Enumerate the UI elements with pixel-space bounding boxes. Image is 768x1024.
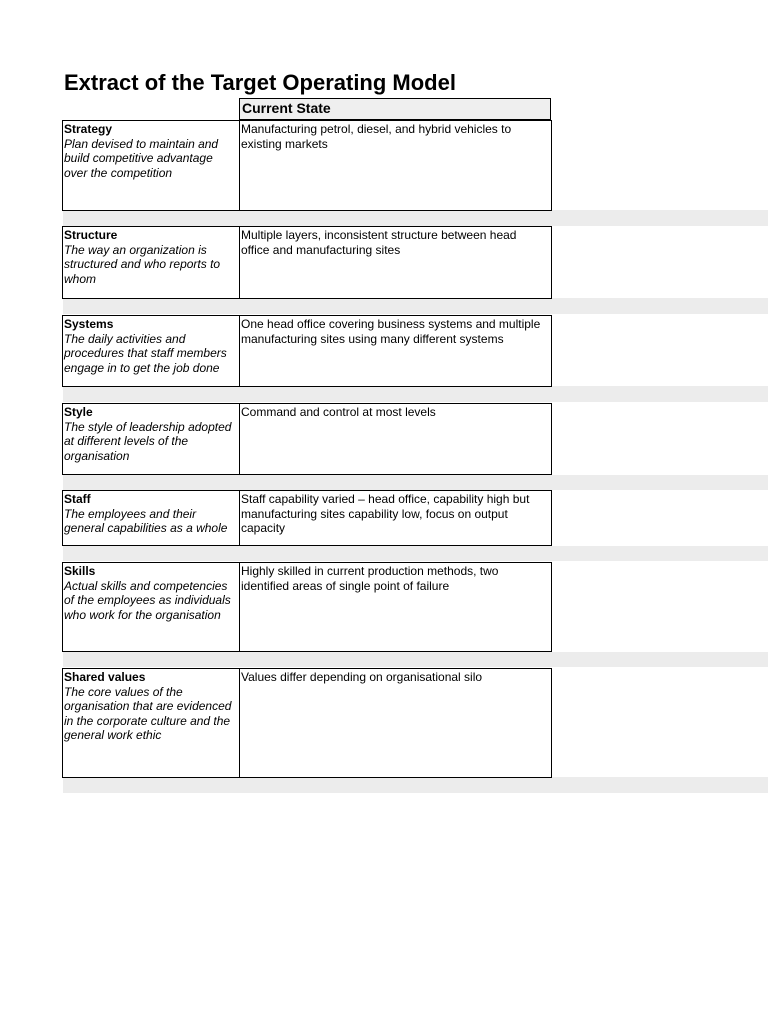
- row-name: Skills: [64, 564, 96, 578]
- row-separator: [63, 386, 768, 402]
- current-state-cell: Highly skilled in current production methods, two identified areas of single point of failure: [241, 564, 499, 593]
- current-state-cell: Command and control at most levels: [241, 405, 436, 419]
- column-header-current-state: Current State: [239, 98, 551, 120]
- row-name: Shared values: [64, 670, 146, 684]
- row-description: Actual skills and competencies of the employees as individuals who work for the organisation: [64, 578, 231, 622]
- model-row-shared-values: [62, 668, 552, 778]
- row-description: Plan devised to maintain and build competitive advantage over the competition: [64, 136, 219, 180]
- row-label-cell: [63, 316, 240, 386]
- model-row-structure: [62, 226, 552, 299]
- row-name: Structure: [64, 228, 118, 242]
- row-label-cell: [63, 563, 240, 651]
- row-name: Systems: [64, 317, 114, 331]
- row-label-cell: [63, 669, 240, 777]
- row-name: Strategy: [64, 122, 113, 136]
- current-state-cell: Multiple layers, inconsistent structure between head office and manufacturing sites: [241, 228, 517, 257]
- row-description: The employees and their general capabilities as a whole: [64, 506, 228, 535]
- row-label-cell: [63, 404, 240, 474]
- row-separator: [63, 475, 768, 490]
- row-description: The core values of the organisation that are evidenced in the corporate culture and the general work ethic: [64, 684, 232, 742]
- row-name: Style: [64, 405, 93, 419]
- row-label-cell: [63, 227, 240, 298]
- row-label-cell: [63, 121, 240, 210]
- model-row-skills: [62, 562, 552, 652]
- row-description: The daily activities and procedures that staff members engage in to get the job done: [64, 331, 227, 375]
- row-separator: [63, 210, 768, 226]
- row-separator: [63, 777, 768, 793]
- row-name: Staff: [64, 492, 91, 506]
- model-row-style: [62, 403, 552, 475]
- row-description: The way an organization is structured and who reports to whom: [64, 242, 221, 286]
- row-description: The style of leadership adopted at different levels of the organisation: [64, 419, 232, 463]
- row-label-cell: [63, 491, 240, 545]
- row-separator: [63, 652, 768, 667]
- row-separator: [63, 546, 768, 561]
- current-state-cell: Values differ depending on organisational silo: [241, 670, 483, 684]
- model-row-systems: [62, 315, 552, 387]
- model-row-staff: [62, 490, 552, 546]
- current-state-cell: Staff capability varied – head office, capability high but manufacturing sites capability low, focus on output capacity: [241, 492, 530, 535]
- row-separator: [63, 298, 768, 314]
- page-title: Extract of the Target Operating Model: [64, 70, 456, 95]
- model-row-strategy: [62, 120, 552, 211]
- current-state-cell: One head office covering business systems and multiple manufacturing sites using many different systems: [241, 317, 541, 346]
- current-state-cell: Manufacturing petrol, diesel, and hybrid vehicles to existing markets: [241, 122, 512, 151]
